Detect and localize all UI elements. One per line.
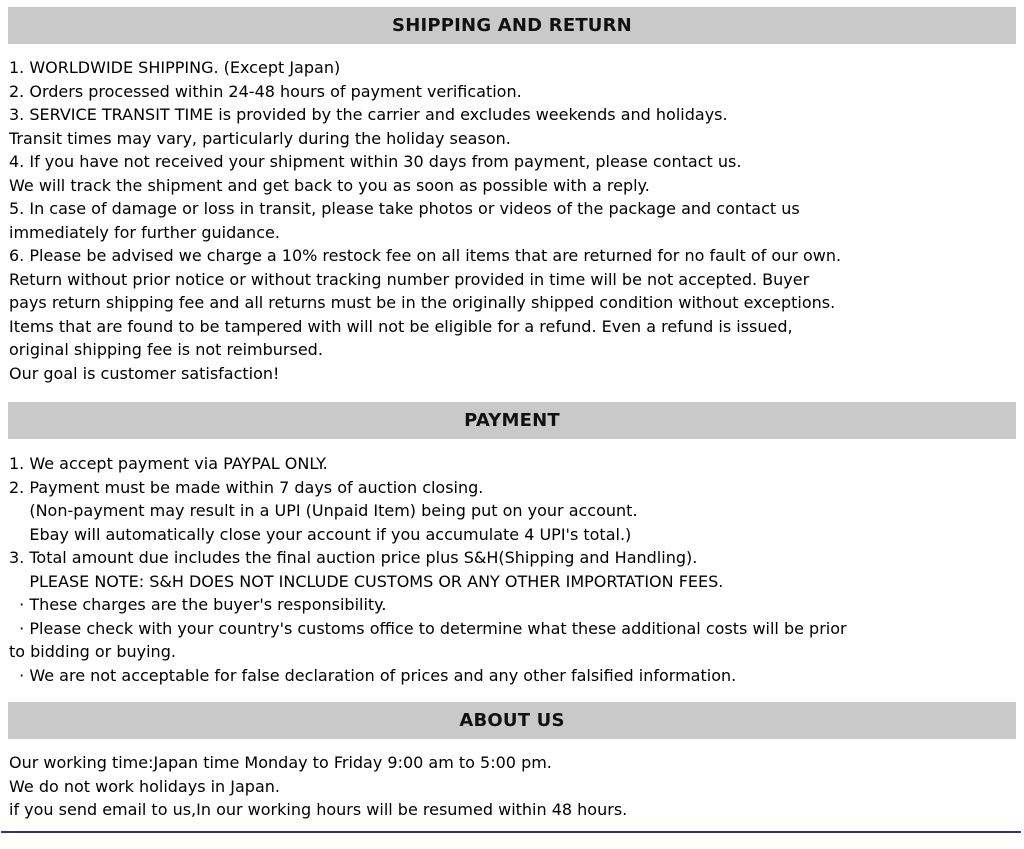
- text-line: immediately for further guidance.: [9, 222, 280, 242]
- section-header-shipping-and-return: [8, 7, 1016, 44]
- text-line: if you send email to us,In our working hours will be resumed within 48 hours.: [9, 800, 628, 819]
- section-title: ABOUT US: [459, 710, 565, 731]
- text-line: Ebay will automatically close your account if you accumulate 4 UPI's total.): [9, 524, 632, 544]
- section-body-about-us: [0, 739, 1024, 822]
- text-line: 2. Orders processed within 24-48 hours of payment verification.: [9, 81, 522, 101]
- section-title: SHIPPING AND RETURN: [392, 15, 632, 36]
- section-title: PAYMENT: [464, 410, 560, 431]
- text-line: We will track the shipment and get back to you as soon as possible with a reply.: [9, 175, 650, 195]
- text-line: Our goal is customer satisfaction!: [9, 363, 280, 383]
- text-line: 5. In case of damage or loss in transit, please take photos or videos of the package and contact us: [9, 199, 800, 218]
- text-line: · These charges are the buyer's responsibility.: [9, 595, 387, 614]
- text-line: 2. Payment must be made within 7 days of auction closing.: [9, 477, 484, 497]
- text-line: 1. We accept payment via PAYPAL ONLY.: [9, 454, 328, 473]
- text-line: PLEASE NOTE: S&H DOES NOT INCLUDE CUSTOMS OR ANY OTHER IMPORTATION FEES.: [9, 571, 724, 591]
- text-line: 3. Total amount due includes the final auction price plus S&H(Shipping and Handling).: [9, 548, 698, 567]
- text-line: to bidding or buying.: [9, 642, 176, 661]
- section-body-payment: [0, 439, 1024, 702]
- text-line: 3. SERVICE TRANSIT TIME is provided by the carrier and excludes weekends and holidays.: [9, 105, 728, 124]
- policy-page: [0, 7, 1024, 833]
- text-line: · Please check with your country's customs office to determine what these additional costs will be prior: [9, 618, 847, 638]
- bottom-divider: [1, 831, 1021, 833]
- section-header-about-us: [8, 702, 1016, 739]
- text-line: Our working time:Japan time Monday to Friday 9:00 am to 5:00 pm.: [9, 753, 552, 772]
- text-line: pays return shipping fee and all returns must be in the originally shipped condition without exceptions.: [9, 293, 836, 312]
- text-line: original shipping fee is not reimbursed.: [9, 340, 323, 359]
- section-header-payment: [8, 402, 1016, 439]
- text-line: 6. Please be advised we charge a 10% restock fee on all items that are returned for no fault of our own.: [9, 246, 842, 265]
- text-line: 4. If you have not received your shipment within 30 days from payment, please contact us.: [9, 152, 742, 171]
- text-line: · We are not acceptable for false declaration of prices and any other falsified information.: [9, 665, 737, 685]
- text-line: We do not work holidays in Japan.: [9, 776, 280, 796]
- text-line: Return without prior notice or without tracking number provided in time will be not accepted. Buyer: [9, 269, 810, 289]
- text-line: 1. WORLDWIDE SHIPPING. (Except Japan): [9, 58, 341, 77]
- text-line: (Non-payment may result in a UPI (Unpaid Item) being put on your account.: [9, 501, 638, 520]
- text-line: Transit times may vary, particularly during the holiday season.: [9, 128, 511, 148]
- section-body-shipping-and-return: [0, 44, 1024, 402]
- text-line: Items that are found to be tampered with will not be eligible for a refund. Even a refund is issued,: [9, 316, 793, 336]
